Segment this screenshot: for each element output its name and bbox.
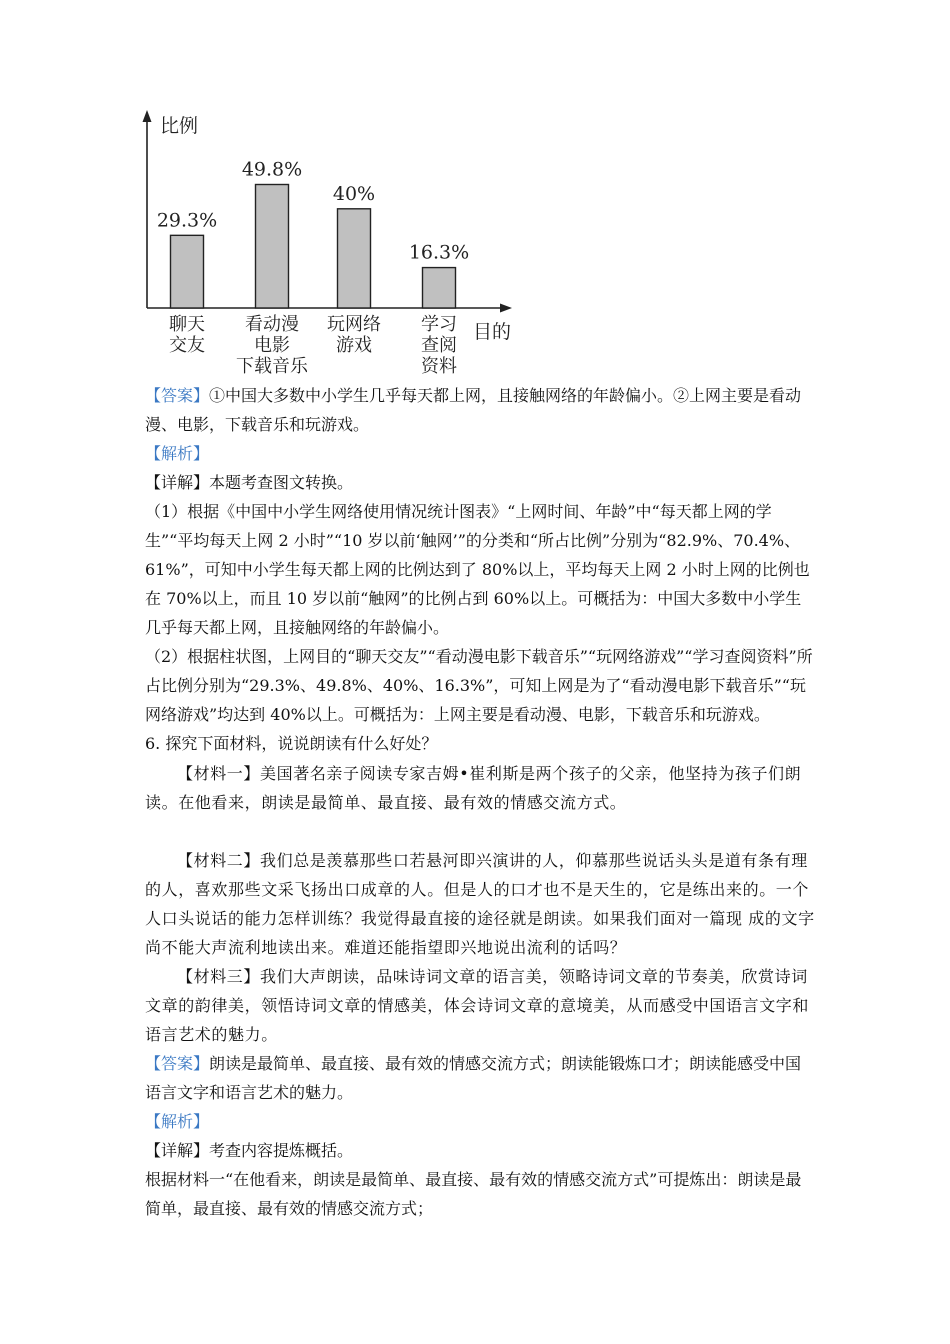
bar-0 <box>171 235 204 308</box>
category-label-0-1: 交友 <box>169 335 205 356</box>
category-label-3-0: 学习 <box>421 314 457 335</box>
analysis-tag: 【解析】 <box>145 444 210 463</box>
detail-tag: 【详解】 <box>145 1141 210 1160</box>
material-text: 我们总是羡慕那些口若悬河即兴演讲的人，仰慕那些说话头头是道有条有理的人，喜欢那些文采飞扬出口成章的人。但是人的口才也不是天生的，它是练出来的。一个人口头说话的能力怎样训练？我觉得最直接的途径就是朗读。如果我们面对一篇现 成的文字尚不能大声流利地读出来。难道还能指望即兴地说出流利的话吗？ <box>145 851 815 957</box>
detail-1 <box>145 468 817 497</box>
category-label-2-0: 玩网络 <box>327 314 381 335</box>
bar-1 <box>256 184 289 308</box>
paragraph-1 <box>145 497 817 642</box>
detail-2 <box>145 1136 817 1165</box>
category-label-1-2: 下载音乐 <box>236 356 308 377</box>
detail-text: 本题考查图文转换。 <box>209 473 354 492</box>
question-6 <box>145 729 817 758</box>
question-text: 6. 探究下面材料，说说朗读有什么好处？ <box>145 734 438 753</box>
material-text: 美国著名亲子阅读专家吉姆•崔利斯是两个孩子的父亲，他坚持为孩子们朗读。在他看来，朗读是最简单、最直接、最有效的情感交流方式。 <box>145 764 802 812</box>
material-tag: 【材料二】 <box>177 851 261 870</box>
x-axis-label: 目的 <box>473 321 512 343</box>
para-text: 根据材料一“在他看来，朗读是最简单、最直接、最有效的情感交流方式”可提炼出：朗读是最简单，最直接、最有效的情感交流方式； <box>145 1170 802 1218</box>
answer-text: 朗读是最简单、最直接、最有效的情感交流方式；朗读能锻炼口才；朗读能感受中国语言文字和语言艺术的魅力。 <box>145 1054 802 1102</box>
value-label-1: 49.8% <box>241 158 303 181</box>
category-label-3-2: 资料 <box>421 356 457 377</box>
bar-chart <box>130 108 530 378</box>
paragraph-2 <box>145 642 817 729</box>
material-tag: 【材料一】 <box>177 764 261 783</box>
x-axis-arrow <box>500 304 512 313</box>
para-text: （2）根据柱状图，上网目的“聊天交友”“看动漫电影下载音乐”“玩网络游戏”“学习查阅资料”所占比例分别为“29.3%、49.8%、40%、16.3%”，可知上网是为了“看动漫电影下载音乐”“玩网络游戏”均达到 40%以上。可概括为：上网主要是看动漫、电影，下载音乐和玩游戏。 <box>145 647 813 724</box>
y-axis-arrow <box>143 110 152 122</box>
category-label-1-1: 电影 <box>254 335 290 356</box>
answer-tag: 【答案】 <box>145 386 210 405</box>
answer-2 <box>145 1049 817 1107</box>
analysis-tag: 【解析】 <box>145 1112 210 1131</box>
material-text: 我们大声朗读，品味诗词文章的语言美，领略诗词文章的节奏美，欣赏诗词文章的韵律美，领悟诗词文章的情感美，体会诗词文章的意境美，从而感受中国语言文字和语言艺术的魅力。 <box>145 967 810 1044</box>
material-2 <box>145 846 817 962</box>
analysis-tag-2 <box>145 1107 817 1136</box>
y-axis-label: 比例 <box>160 115 199 137</box>
para-text: （1）根据《中国中小学生网络使用情况统计图表》“上网时间、年龄”中“每天都上网的学生”“平均每天上网 2 小时”“10 岁以前‘触网’”的分类和“所占比例”分别为“82.9%、70.4%、61%”，可知中小学生每天都上网的比例达到了 80%以上，平均每天上网 2 小时上网的比例也在 70%以上，而且 10 岁以前“触网”的比例占到 60%以上。可概括为：中国大多数中小学生几乎每天都上网，且接触网络的年龄偏小。 <box>145 502 810 637</box>
category-label-2-1: 游戏 <box>336 335 372 356</box>
detail-text: 考查内容提炼概括。 <box>209 1141 354 1160</box>
value-label-2: 40% <box>332 182 376 205</box>
bar-2 <box>338 209 371 308</box>
category-label-1-0: 看动漫 <box>245 314 299 335</box>
bar-3 <box>423 268 456 308</box>
material-3 <box>145 962 817 1049</box>
answer-tag: 【答案】 <box>145 1054 210 1073</box>
category-label-0-0: 聊天 <box>169 314 205 335</box>
value-label-3: 16.3% <box>408 241 470 264</box>
material-tag: 【材料三】 <box>177 967 261 986</box>
detail-tag: 【详解】 <box>145 473 210 492</box>
answer-text: ①中国大多数中小学生几乎每天都上网，且接触网络的年龄偏小。②上网主要是看动漫、电影，下载音乐和玩游戏。 <box>145 386 802 434</box>
material-1 <box>145 759 817 817</box>
answer-1 <box>145 381 817 439</box>
analysis-tag-1 <box>145 439 817 468</box>
category-label-3-1: 查阅 <box>421 335 457 356</box>
value-label-0: 29.3% <box>156 209 218 232</box>
paragraph-3 <box>145 1165 817 1223</box>
